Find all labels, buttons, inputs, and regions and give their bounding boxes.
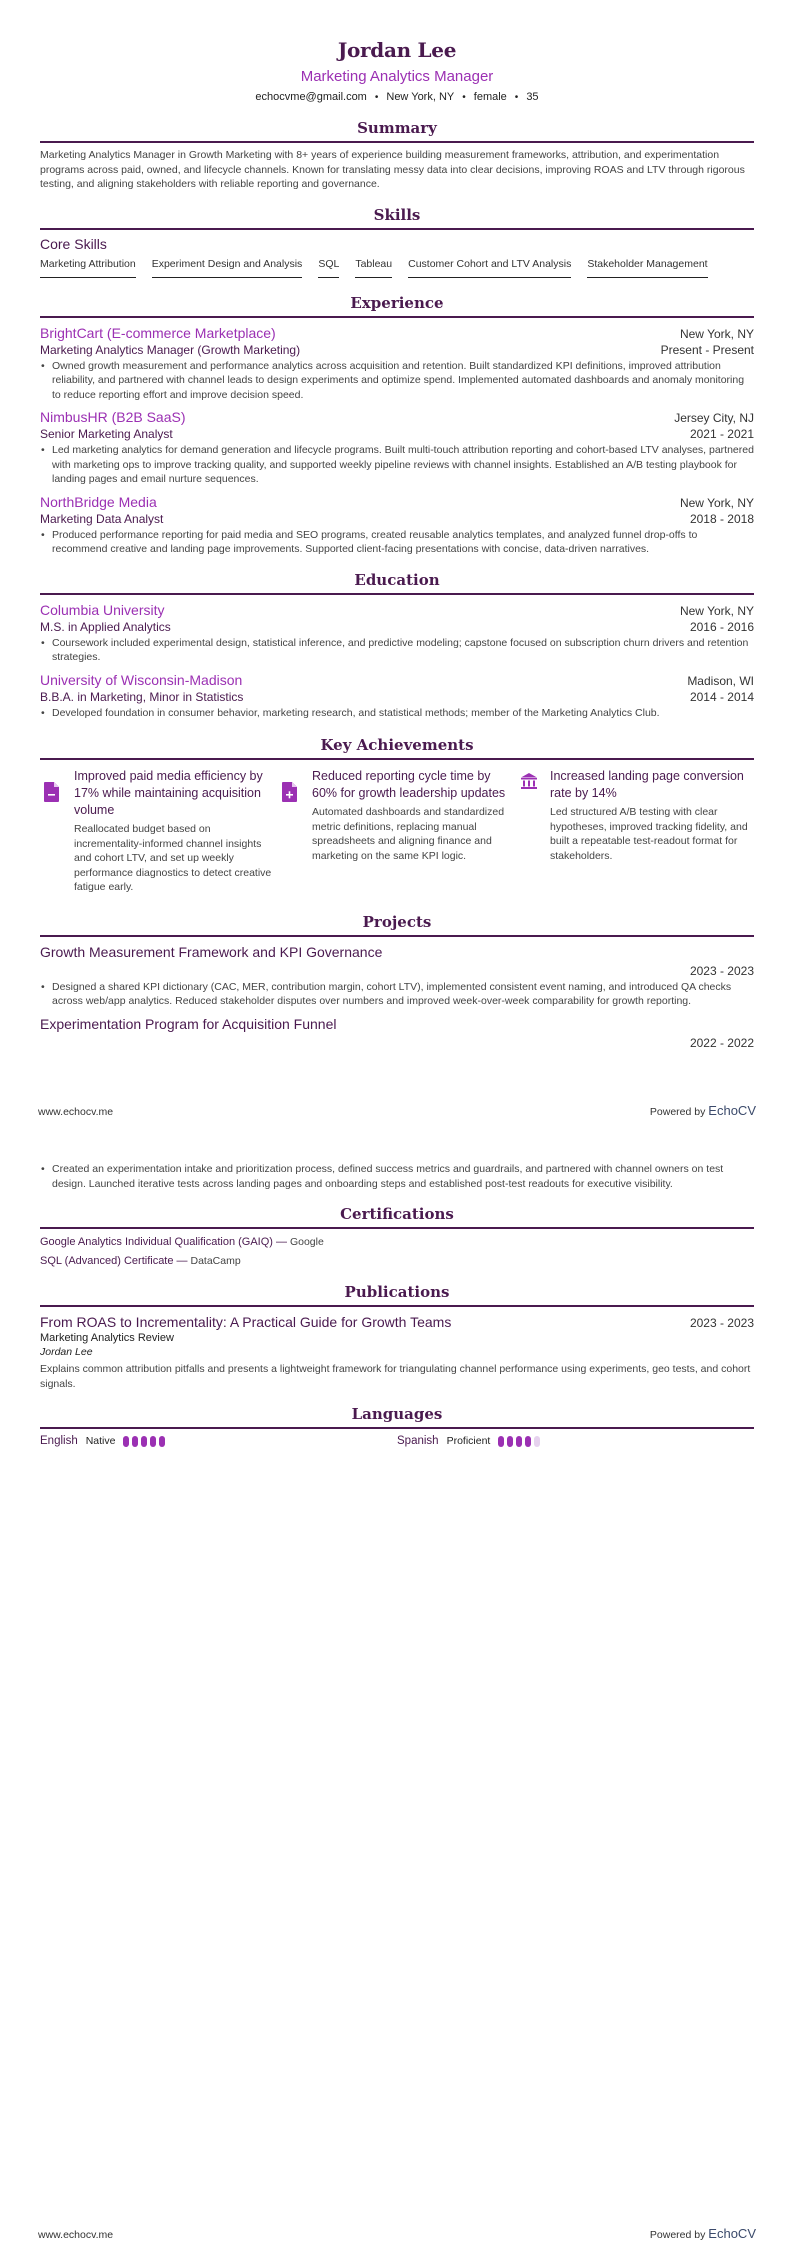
education-bullet: • Developed foundation in consumer behavior, marketing research, and statistical methods; member of the Marketing Analytics Club. bbox=[40, 706, 754, 721]
dash: — bbox=[176, 1255, 188, 1267]
job-dates: 2021 - 2021 bbox=[689, 427, 754, 441]
education-bullet: • Coursework included experimental design, statistical inference, and predictive modeling; capstone focused on subscription churn drivers and retention strategies. bbox=[40, 636, 754, 665]
contact-email[interactable]: echocvme@gmail.com bbox=[255, 91, 367, 103]
brand-logo[interactable]: EchoCV bbox=[708, 2226, 756, 2241]
brand-logo[interactable]: EchoCV bbox=[708, 1103, 756, 1118]
degree: M.S. in Applied Analytics bbox=[40, 619, 171, 634]
job-bullet: • Owned growth measurement and performance analytics across acquisition and retention. Built standardized KPI definitions, improved attribution reliability, and partnered with channel leads to design experiments and optimize spend. Implemented automated dashboards and anomaly monitoring to reduce reporting effort and improve decision speed. bbox=[40, 359, 754, 403]
achievement-desc: Led structured A/B testing with clear hypotheses, improved tracking fidelity, and built a repeatable test-readout format for stakeholders. bbox=[550, 806, 748, 862]
publication-desc: Explains common attribution pitfalls and presents a lightweight framework for triangulating channel performance using experiments, geo tests, and cohort signals. bbox=[40, 1363, 751, 1390]
bank-icon bbox=[520, 772, 538, 895]
skills-list bbox=[40, 258, 754, 278]
footer-powered bbox=[650, 1103, 756, 1118]
job-location: New York, NY bbox=[679, 326, 754, 341]
publication-author: Jordan Lee bbox=[40, 1346, 93, 1358]
education-dates: 2016 - 2016 bbox=[689, 619, 754, 634]
contact-line bbox=[40, 91, 754, 103]
dot-filled bbox=[150, 1436, 156, 1447]
school-name: University of Wisconsin-Madison bbox=[40, 671, 243, 688]
footer-powered bbox=[650, 2226, 756, 2241]
cert-issuer: DataCamp bbox=[190, 1255, 241, 1267]
resume-header bbox=[40, 0, 754, 103]
job-title: Marketing Analytics Manager (Growth Marketing) bbox=[40, 342, 301, 357]
project-bullet: • Created an experimentation intake and prioritization process, defined success metrics and guardrails, and partnered with channel owners on test design. Launched iterative tests across landing pages and onboarding steps and established post-test readouts for executive visibility. bbox=[40, 1162, 754, 1191]
experience-entry bbox=[40, 409, 754, 487]
project-dates: 2022 - 2022 bbox=[689, 1035, 754, 1050]
job-dates: 2018 - 2018 bbox=[689, 511, 754, 526]
separator-dot: • bbox=[514, 92, 519, 103]
dot-filled bbox=[507, 1436, 513, 1447]
project-bullet: • Designed a shared KPI dictionary (CAC, MER, contribution margin, cohort LTV), implemented consistent event naming, and introduced QA checks across web/app analytics. Reduced stakeholder disputes over numbers and improved week-over-week comparability for growth reporting. bbox=[40, 980, 754, 1009]
project-title: Growth Measurement Framework and KPI Governance bbox=[40, 943, 383, 960]
skill-item: Experiment Design and Analysis bbox=[152, 258, 303, 278]
skill-item: Stakeholder Management bbox=[587, 258, 707, 278]
company-name: BrightCart (E-commerce Marketplace) bbox=[40, 324, 276, 341]
section-title-projects: Projects bbox=[40, 913, 754, 937]
degree: B.B.A. in Marketing, Minor in Statistics bbox=[40, 689, 244, 704]
job-location: Jersey City, NJ bbox=[674, 411, 754, 425]
cert-name: Google Analytics Individual Qualification (GAIQ) bbox=[40, 1236, 273, 1248]
skill-item: Marketing Attribution bbox=[40, 258, 136, 278]
achievement-item bbox=[278, 768, 516, 895]
education-entry bbox=[40, 602, 754, 665]
education-entry bbox=[40, 672, 754, 721]
skills-group-title: Core Skills bbox=[40, 235, 107, 252]
company-name: NorthBridge Media bbox=[40, 493, 157, 510]
achievements-grid bbox=[40, 768, 754, 895]
separator-dot: • bbox=[374, 92, 379, 103]
section-title-summary: Summary bbox=[40, 119, 754, 143]
experience-entry bbox=[40, 325, 754, 403]
achievement-desc: Automated dashboards and standardized metric definitions, replacing manual spreadsheets and aligning finance and marketing on the same KPI logic. bbox=[312, 806, 505, 862]
powered-by-label: Powered by bbox=[649, 1106, 706, 1118]
publication-entry bbox=[40, 1314, 754, 1391]
language-level: Proficient bbox=[446, 1435, 491, 1447]
job-location: New York, NY bbox=[679, 495, 754, 510]
separator-dot: • bbox=[462, 92, 466, 103]
publication-venue: Marketing Analytics Review bbox=[40, 1332, 174, 1344]
cert-issuer: Google bbox=[289, 1236, 324, 1248]
achievement-item bbox=[40, 768, 278, 895]
cert-name: SQL (Advanced) Certificate bbox=[40, 1255, 174, 1267]
candidate-role: Marketing Analytics Manager bbox=[300, 68, 494, 85]
certification-item bbox=[40, 1236, 754, 1248]
footer-url[interactable]: www.echocv.me bbox=[38, 1106, 114, 1118]
project-title: Experimentation Program for Acquisition Funnel bbox=[40, 1015, 337, 1032]
job-title: Marketing Data Analyst bbox=[40, 511, 164, 526]
languages-list bbox=[40, 1435, 754, 1447]
school-location: Madison, WI bbox=[687, 673, 754, 688]
dash: — bbox=[275, 1236, 287, 1248]
project-entry bbox=[40, 944, 754, 1009]
job-bullet: • Led marketing analytics for demand generation and lifecycle programs. Built multi-touch attribution reporting and cohort-based LTV analyses, partnered with marketing ops to improve tracking quality, and supported weekly pipeline reviews with channel insights. Established an A/B testing playbook for landing pages and email nurture sequences. bbox=[40, 443, 754, 487]
dot-filled bbox=[498, 1436, 504, 1447]
file-plus-icon bbox=[282, 782, 300, 895]
page-footer bbox=[38, 1103, 756, 1118]
language-name: English bbox=[40, 1435, 78, 1447]
contact-age: 35 bbox=[526, 91, 539, 103]
contact-location: New York, NY bbox=[386, 91, 455, 103]
school-name: Columbia University bbox=[40, 601, 165, 618]
dot-filled bbox=[123, 1436, 129, 1447]
section-title-publications: Publications bbox=[40, 1283, 754, 1307]
dot-filled bbox=[132, 1436, 138, 1447]
section-title-certifications: Certifications bbox=[40, 1205, 754, 1229]
section-title-experience: Experience bbox=[40, 294, 754, 318]
publication-title: From ROAS to Incrementality: A Practical Guide for Growth Teams bbox=[40, 1314, 452, 1330]
language-name: Spanish bbox=[397, 1435, 439, 1447]
dot-filled bbox=[525, 1436, 531, 1447]
section-title-education: Education bbox=[40, 571, 754, 595]
job-title: Senior Marketing Analyst bbox=[40, 427, 173, 441]
publication-dates: 2023 - 2023 bbox=[689, 1316, 754, 1330]
dot-filled bbox=[516, 1436, 522, 1447]
candidate-name: Jordan Lee bbox=[337, 38, 457, 62]
school-location: New York, NY bbox=[679, 603, 754, 618]
experience-entry bbox=[40, 494, 754, 557]
section-title-skills: Skills bbox=[40, 206, 754, 230]
proficiency-dots bbox=[123, 1436, 165, 1447]
file-minus-icon bbox=[44, 782, 62, 895]
education-dates: 2014 - 2014 bbox=[689, 689, 754, 704]
language-item bbox=[397, 1435, 754, 1447]
dot-filled bbox=[159, 1436, 165, 1447]
achievement-desc: Reallocated budget based on incrementality-informed channel insights and cohort LTV, and set up weekly performance diagnostics to detect creative fatigue early. bbox=[74, 823, 272, 893]
skill-item: SQL bbox=[318, 258, 339, 278]
footer-url[interactable]: www.echocv.me bbox=[38, 2229, 114, 2241]
section-title-achievements: Key Achievements bbox=[40, 736, 754, 760]
project-dates: 2023 - 2023 bbox=[689, 963, 754, 978]
dot-filled bbox=[141, 1436, 147, 1447]
achievement-title: Reduced reporting cycle time by 60% for growth leadership updates bbox=[312, 769, 506, 800]
certification-item bbox=[40, 1255, 754, 1267]
proficiency-dots bbox=[498, 1436, 540, 1447]
project-entry bbox=[40, 1016, 754, 1050]
section-title-languages: Languages bbox=[40, 1405, 754, 1429]
dot-empty bbox=[534, 1436, 540, 1447]
page-footer bbox=[38, 2226, 756, 2241]
job-bullet: • Produced performance reporting for paid media and SEO programs, created reusable analytics templates, and analyzed funnel drop-offs to recommend creative and landing page improvements. Supported client-facing presentations with concise, data-driven narratives. bbox=[40, 528, 754, 557]
contact-gender: female bbox=[473, 91, 507, 103]
company-name: NimbusHR (B2B SaaS) bbox=[40, 409, 186, 425]
language-item bbox=[40, 1435, 397, 1447]
achievement-title: Increased landing page conversion rate by 14% bbox=[550, 769, 744, 800]
summary-text: Marketing Analytics Manager in Growth Marketing with 8+ years of experience building measurement frameworks, attribution, and experimentation programs across paid, owned, and lifecycle channels. Known for translating messy data into clear decisions, improving ROAS and LTV through rigorous testing, and aligning stakeholders with reliable reporting and governance. bbox=[40, 149, 745, 190]
achievement-title: Improved paid media efficiency by 17% while maintaining acquisition volume bbox=[74, 769, 263, 817]
powered-by-label: Powered by bbox=[649, 2229, 706, 2241]
job-dates: Present - Present bbox=[660, 342, 754, 357]
skill-item: Customer Cohort and LTV Analysis bbox=[408, 258, 571, 278]
skill-item: Tableau bbox=[355, 258, 392, 278]
achievement-item bbox=[516, 768, 754, 895]
language-level: Native bbox=[85, 1435, 116, 1447]
